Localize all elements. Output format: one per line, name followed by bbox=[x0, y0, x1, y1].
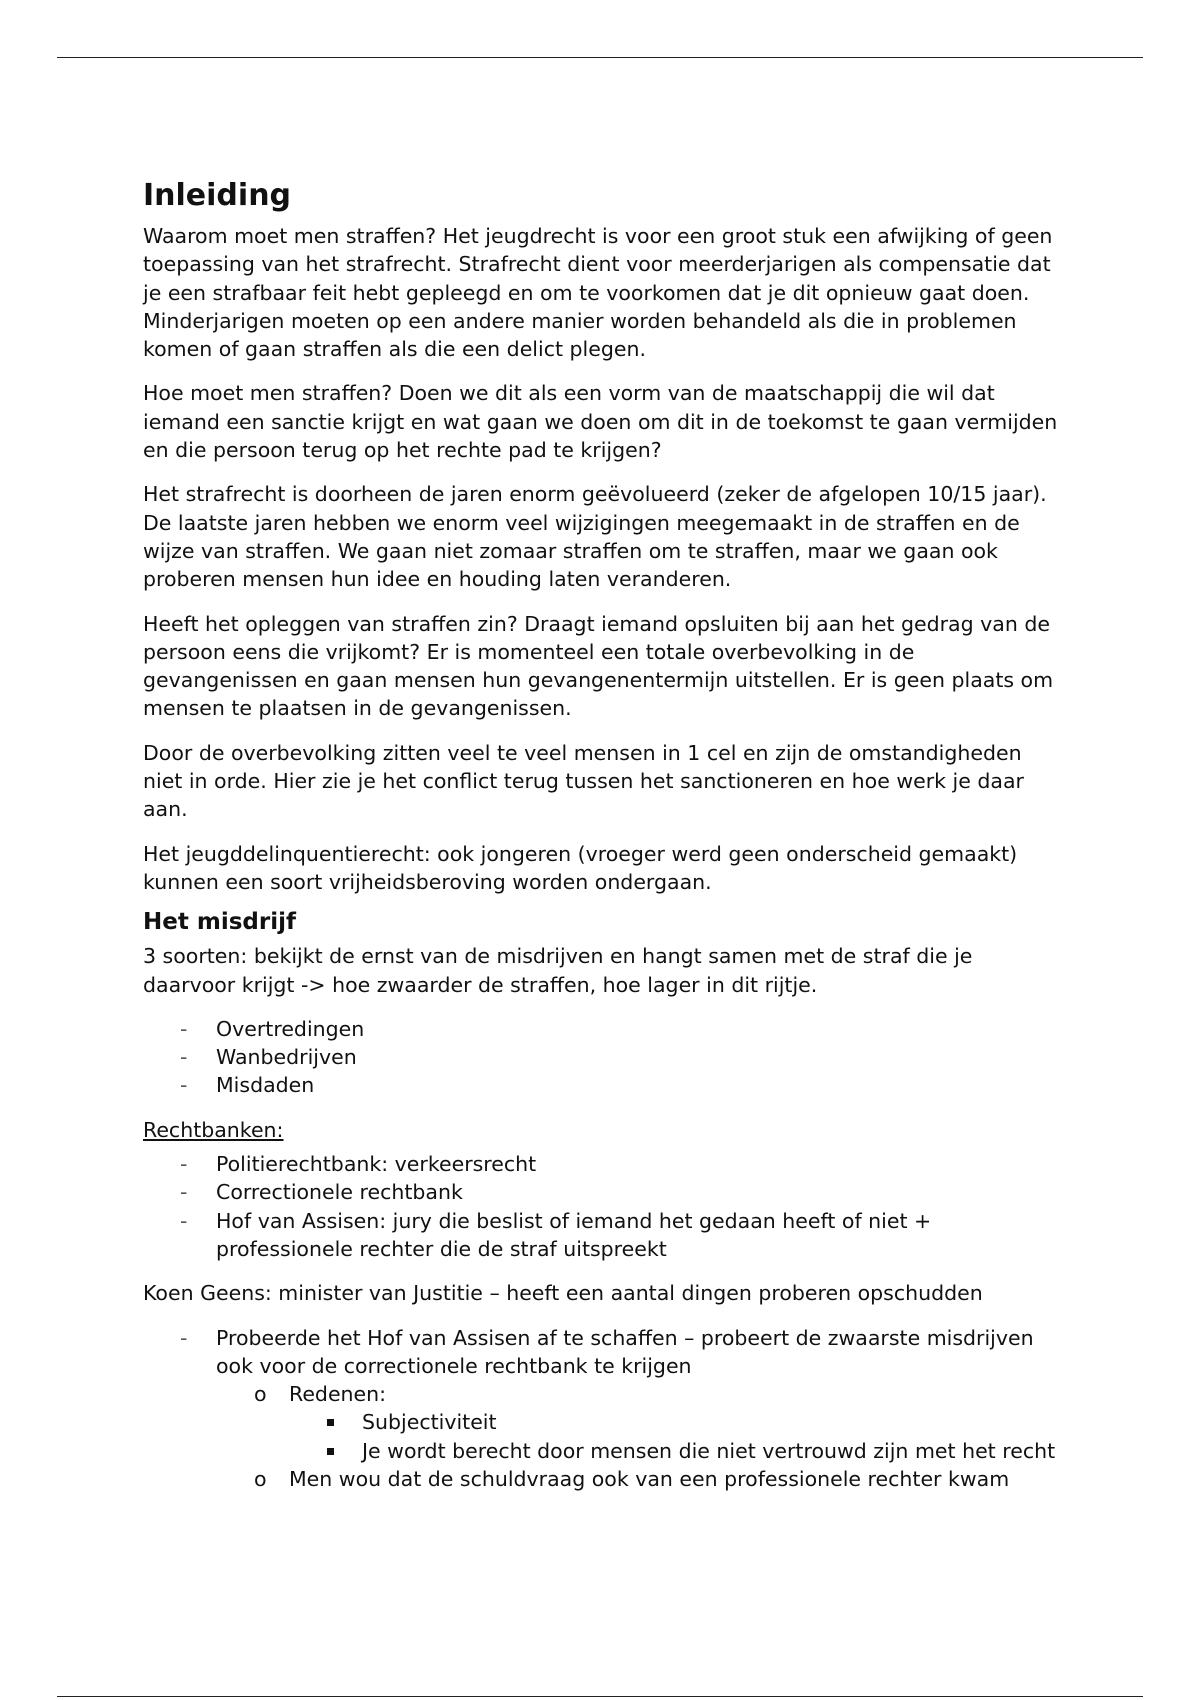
document-body bbox=[143, 176, 1063, 1509]
footer-rule bbox=[57, 1696, 1143, 1697]
list-item: - Politierechtbank: verkeersrecht bbox=[143, 1150, 1063, 1178]
dash-bullet: - bbox=[180, 1325, 188, 1350]
paragraph: Hoe moet men straffen? Doen we dit als een vorm van de maatschappij die wil dat iemand een sanctie krijgt en wat gaan we doen om dit in de toekomst te gaan vermijden en die persoon terug op het rechte pad te krijgen? bbox=[143, 381, 1058, 463]
reform-sublist bbox=[216, 1380, 1063, 1493]
crime-types-list bbox=[143, 1015, 1063, 1100]
list-item: o Redenen: Subjectiviteit Je wordt berecht door mensen die niet vertrouwd zijn met het recht bbox=[252, 1380, 1063, 1465]
paragraph: Door de overbevolking zitten veel te veel mensen in 1 cel en zijn de omstandigheden niet in orde. Hier zie je het conflict terug tussen het sanctioneren en hoe werk je daar aan. bbox=[143, 740, 1024, 822]
list-item: - Hof van Assisen: jury die beslist of iemand het gedaan heeft of niet + professionele rechter die de straf uitspreekt bbox=[180, 1208, 932, 1261]
dash-bullet: - bbox=[180, 1073, 188, 1098]
list-item: - Misdaden bbox=[143, 1071, 1063, 1099]
list-item: - Probeerde het Hof van Assisen af te schaffen – probeert de zwaarste misdrijven ook voor de correctionele rechtbank te krijgen o Redenen: Subjectiviteit Je wordt berecht door mensen die niet vertrouwd zijn met het recht o Men wou dat de schuldvraag ook van een professionele rechter kwam bbox=[143, 1324, 1063, 1494]
paragraph: Het strafrecht is doorheen de jaren enorm geëvolueerd (zeker de afgelopen 10/15 jaar). De laatste jaren hebben we enorm veel wijzigingen meegemaakt in de straffen en de wijze van straffen. We gaan niet zomaar straffen om te straffen, maar we gaan ook proberen mensen hun idee en houding laten veranderen. bbox=[143, 482, 1047, 592]
section-heading-inleiding: Inleiding bbox=[143, 178, 292, 213]
courts-label: Rechtbanken: bbox=[143, 1117, 284, 1142]
reasons-list bbox=[289, 1408, 1063, 1465]
paragraph: Heeft het opleggen van straffen zin? Draagt iemand opsluiten bij aan het gedrag van de persoon eens die vrijkomt? Er is momenteel een totale overbevolking in de gevangenissen en gaan mensen hun gevangenentermijn uitstellen. Er is geen plaats om mensen te plaatsen in de gevangenissen. bbox=[143, 611, 1054, 721]
paragraph: Koen Geens: minister van Justitie – heeft een aantal dingen proberen opschudden bbox=[143, 1281, 983, 1306]
paragraph: 3 soorten: bekijkt de ernst van de misdrijven en hangt samen met de straf die je daarvoor krijgt -> hoe zwaarder de straffen, hoe lager in dit rijtje. bbox=[143, 944, 973, 997]
header-rule bbox=[57, 57, 1143, 58]
dash-bullet: - bbox=[180, 1152, 188, 1177]
section-heading-misdrijf: Het misdrijf bbox=[143, 909, 296, 936]
square-bullet bbox=[327, 1419, 334, 1426]
dash-bullet: - bbox=[180, 1045, 188, 1070]
list-item: - Overtredingen bbox=[143, 1015, 1063, 1043]
courts-list bbox=[143, 1150, 1063, 1263]
dash-bullet: - bbox=[180, 1208, 188, 1233]
paragraph: Het jeugddelinquentierecht: ook jongeren (vroeger werd geen onderscheid gemaakt) kunnen een soort vrijheidsberoving worden ondergaan. bbox=[143, 841, 1018, 894]
circle-bullet: o bbox=[254, 1382, 267, 1407]
list-item: - Wanbedrijven bbox=[143, 1043, 1063, 1071]
square-bullet bbox=[327, 1448, 334, 1455]
list-item: o Men wou dat de schuldvraag ook van een professionele rechter kwam bbox=[252, 1465, 1063, 1493]
list-item: Je wordt berecht door mensen die niet vertrouwd zijn met het recht bbox=[325, 1437, 1063, 1465]
paragraph: Waarom moet men straffen? Het jeugdrecht is voor een groot stuk een afwijking of geen toepassing van het strafrecht. Strafrecht dient voor meerderjarigen als compensatie dat je een strafbaar feit hebt gepleegd en om te voorkomen dat je dit opnieuw gaat doen. Minderjarigen moeten op een andere manier worden behandeld als die in problemen komen of gaan straffen als die een delict plegen. bbox=[143, 224, 1053, 362]
dash-bullet: - bbox=[180, 1016, 188, 1041]
list-item: - Correctionele rechtbank bbox=[143, 1178, 1063, 1206]
dash-bullet: - bbox=[180, 1180, 188, 1205]
list-item: Subjectiviteit bbox=[325, 1408, 1063, 1436]
reform-list bbox=[143, 1324, 1063, 1494]
circle-bullet: o bbox=[254, 1466, 267, 1491]
